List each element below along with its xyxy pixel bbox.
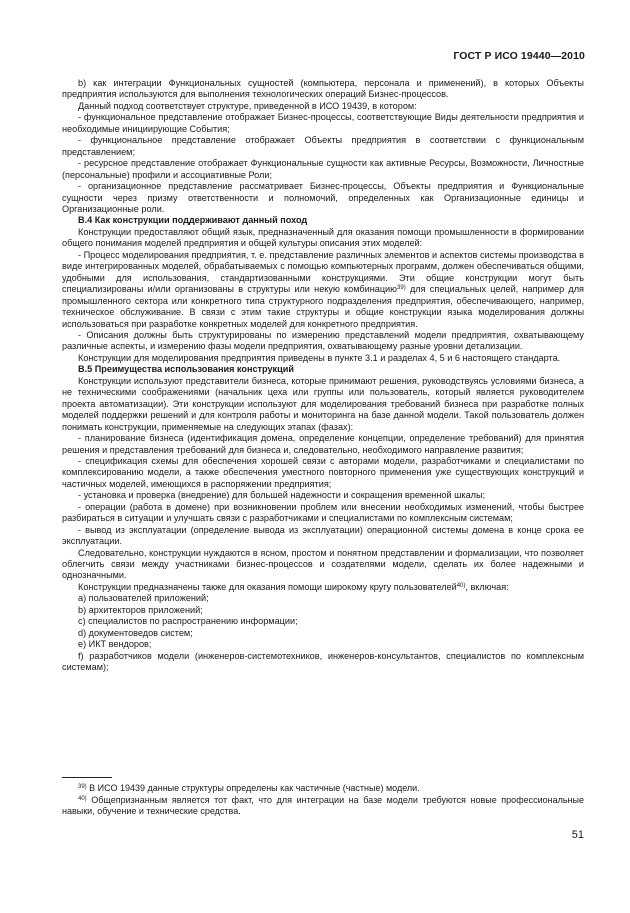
paragraph: b) как интеграции Функциональных сущностей (компьютера, персонала и применений), в которых Объекты предприятия используются для выполнения технологических операций Бизнес-процессов. (62, 78, 584, 100)
section-heading-b4: B.4 Как конструкции поддерживают данный поход (78, 215, 308, 226)
document-header: ГОСТ Р ИСО 19440—2010 (453, 50, 585, 62)
footnote-text: В ИСО 19439 данные структуры определены как частичные (частные) модели. (86, 783, 420, 793)
paragraph (62, 582, 584, 593)
paragraph (62, 250, 584, 330)
paragraph-text: - Процесс моделирования предприятия, т. е. представление различных элементов и аспектов системы производства в виде интегрированных моделей, обрабатываемых с помощью компьютерных программ, должен обеспечиваться общими, удобными для использования, стандартизованными конструкциями. Эти общие конструкции могут быть специализированы и/или организованы в структуры или некую комбинацию (62, 249, 584, 295)
document-body (62, 78, 584, 674)
paragraph: Конструкции предоставляют общий язык, предназначенный для оказания помощи промышленности в формировании общего понимания моделей предприятия и общей культуры описания этих моделей: (62, 226, 584, 249)
footnote-mark: 40) (78, 795, 87, 802)
paragraph: Данный подход соответствует структуре, приведенной в ИСО 19439, в котором: (78, 100, 417, 111)
list-item: b) архитекторов приложений; (78, 604, 203, 615)
list-item: c) специалистов по распространению информации; (78, 616, 298, 627)
section-heading-b5: B.5 Преимущества использования конструкций (78, 364, 294, 375)
footnote-text: Общепризнанным является тот факт, что для интеграции на базе модели требуются новые профессиональные навыки, обучение и технические средства. (62, 794, 584, 816)
list-item: - функциональное представление отображает Бизнес-процессы, соответствующие Виды деятельности предприятия и необходимые инициирующие События; (62, 112, 584, 134)
list-item: - функциональное представление отображает Объекты предприятия в соответствии с функциональным представлением; (62, 135, 584, 157)
footnote-40 (62, 795, 584, 818)
list-item: a) пользователей приложений; (78, 593, 209, 604)
list-item: - ресурсное представление отображает Функциональные сущности как активные Ресурсы, Возможности, Личностные (персональные) профили и ассоциативные Роли; (62, 158, 584, 180)
paragraph-text: , включая: (465, 581, 509, 592)
paragraph: - Описания должны быть структурированы по измерению представлений модели предприятия, охватывающему различные аспекты, и измерению фазы модели предприятия, охватывающему разные уровни детализации. (62, 329, 584, 352)
footnote-ref-40[interactable]: 40) (456, 582, 466, 589)
footnote-39 (62, 783, 584, 795)
footnote-divider (62, 777, 112, 778)
paragraph: Конструкции для моделирования предприятия приведены в пункте 3.1 и разделах 4, 5 и 6 настоящего стандарта. (78, 352, 561, 363)
footnote-ref-39[interactable]: 39) (397, 285, 406, 292)
list-item: e) ИКТ вендоров; (78, 639, 152, 650)
paragraph-text: Конструкции предназначены также для оказания помощи широкому кругу пользователей (78, 581, 457, 592)
list-item: - спецификация схемы для обеспечения хорошей связи с авторами модели, разработчиками и специалистами по комплексированию модели, а также обеспечения уместного повторного применения уже существующих конструкций и частичных моделей, имеющихся в распоряжении предприятия; (62, 455, 584, 489)
list-item: f) разработчиков модели (инженеров-системотехников, инженеров-консультантов, специалистов по комплексным системам); (62, 650, 584, 673)
list-item: - планирование бизнеса (идентификация домена, определение концепции, определение требований) для принятия решения и представления требований для бизнеса и, следовательно, необходимого направление развития; (62, 433, 584, 455)
page-number: 51 (571, 829, 584, 841)
list-item: - операции (работа в домене) при возникновении проблем или внесении необходимых изменений, чтобы быстрее разбираться в ситуации и улучшать связи с разработчиками и специалистами по комплексным системам; (62, 501, 584, 524)
paragraph: Конструкции используют представители бизнеса, которые принимают решения, руководствуясь условиями бизнеса, а не техническими соображениями (начальник цеха или группы или пользователь, который является руководителем проекта автоматизации). Эти конструкции используют для моделирования требований бизнеса при разработке полных моделей поддержки решений и для контроля работы и мониторинга на базе данной модели. Такой пользователь должен понимать конструкции, применяемые на следующих этапах (фазах): (62, 375, 584, 432)
paragraph-text: для специальных целей, например для промышленного сектора или конкретного типа структурного подразделения предприятия, обеспечивающего, например, техническое обслуживание. В связи с этим такие структуры и общие конструкции языка моделирования должны использоваться при разработке конкретных моделей для конкретного предприятия. (62, 284, 584, 329)
list-item: d) документоведов систем; (78, 627, 193, 638)
footnotes (62, 783, 584, 818)
paragraph: Следовательно, конструкции нуждаются в ясном, простом и понятном представлении и формализации, что позволяет облегчить связи между участниками бизнес-процессов и создателями модели, сделать их более надежными и однозначными. (62, 547, 584, 581)
list-item: - организационное представление рассматривает Бизнес-процессы, Объекты предприятия и Функциональные сущности через призму ответственности и полномочий, определенных как Организационные единицы и Организационные роли. (62, 181, 584, 214)
list-item: - вывод из эксплуатации (определение вывода из эксплуатации) операционной системы домена в конце срока ее эксплуатации. (62, 524, 584, 547)
list-item: - установка и проверка (внедрение) для большей надежности и сокращения временной шкалы; (78, 490, 486, 501)
footnote-mark: 39) (78, 784, 87, 790)
